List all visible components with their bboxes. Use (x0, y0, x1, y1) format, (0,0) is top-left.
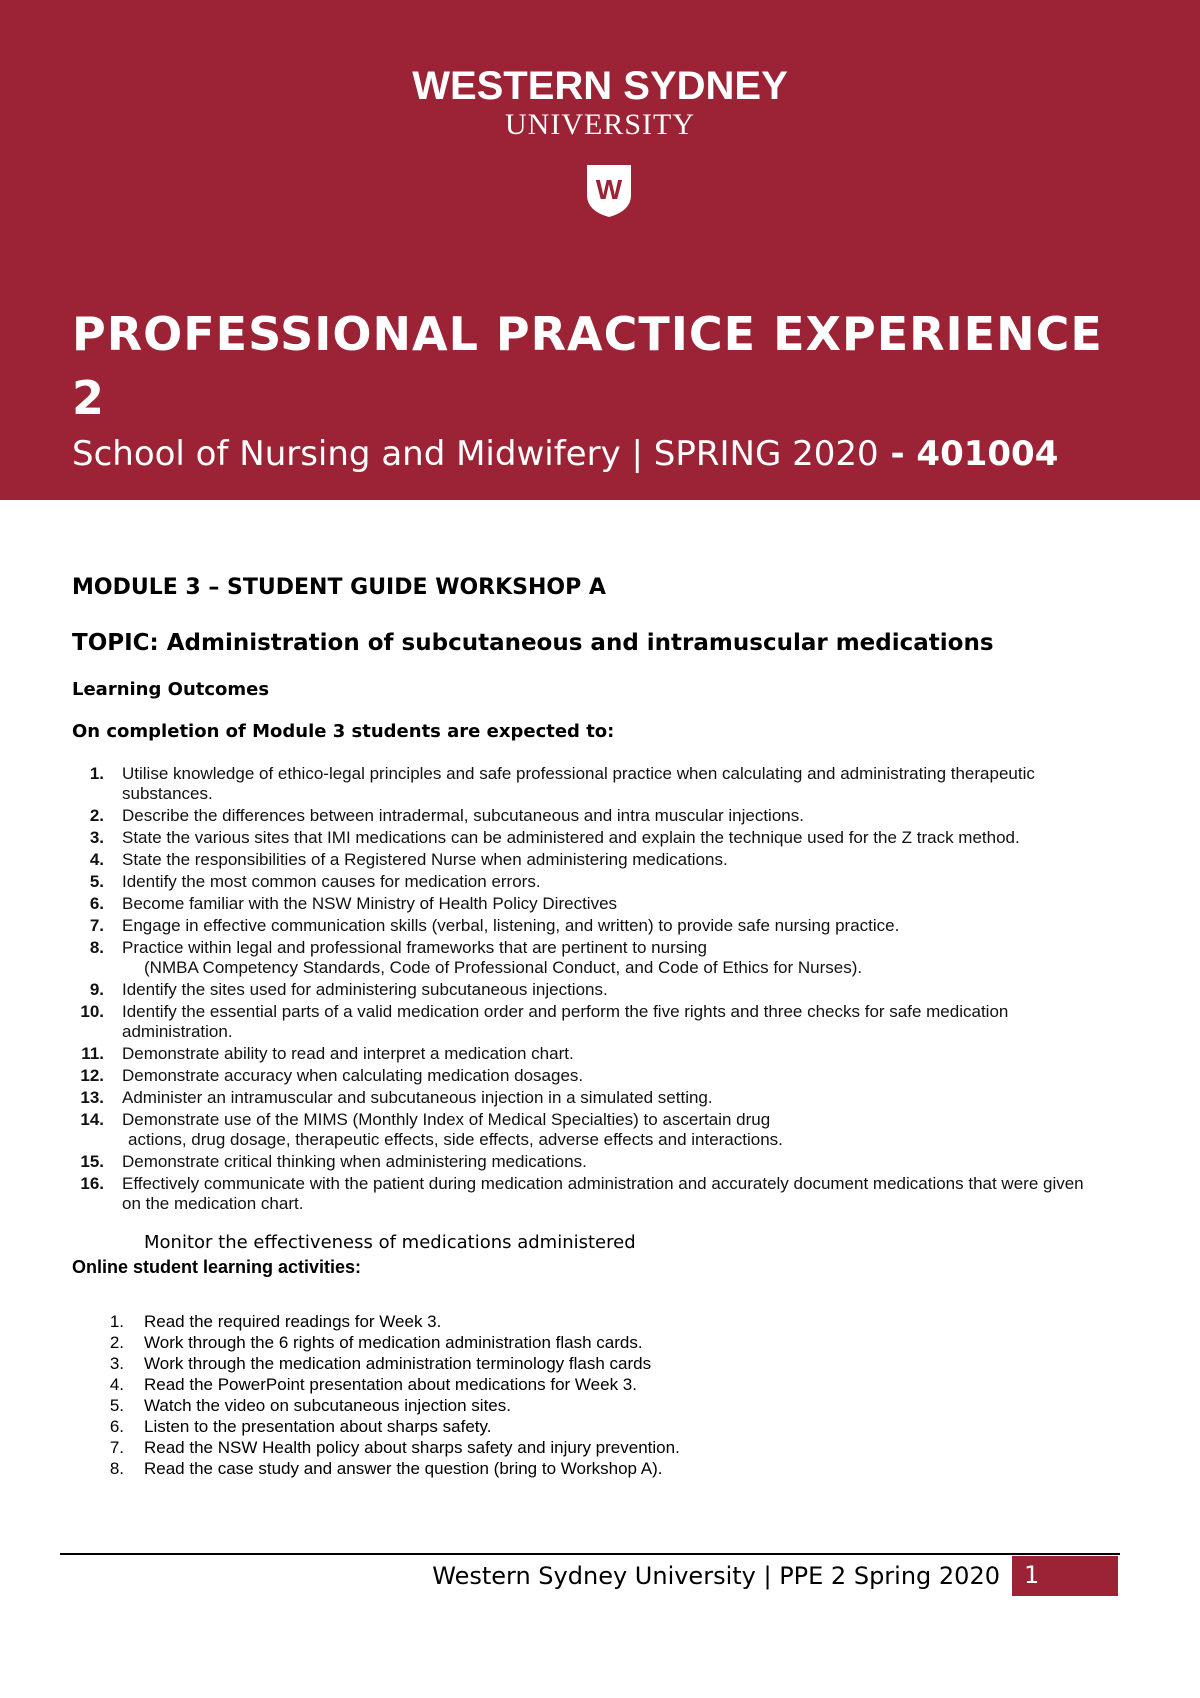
activity-number: 1. (109, 1312, 124, 1331)
outcome-item (0, 938, 1102, 978)
extra-outcome: Monitor the effectiveness of medications administered (144, 1232, 636, 1253)
outcome-text: Demonstrate use of the MIMS (Monthly Index of Medical Specialties) to ascertain drug (122, 1110, 771, 1129)
outcome-number: 9. (89, 980, 104, 999)
activity-item (0, 1437, 1200, 1458)
outcome-text: Demonstrate ability to read and interpret a medication chart. (122, 1044, 574, 1063)
outcome-text-continued: (NMBA Competency Standards, Code of Professional Conduct, and Code of Ethics for Nurses). (144, 958, 863, 977)
online-activities-heading: Online student learning activities: (72, 1257, 362, 1277)
outcome-item (0, 1174, 1102, 1214)
logo-line1: WESTERN SYDNEY (412, 64, 788, 108)
activity-item (0, 1311, 1200, 1332)
outcome-text: Practice within legal and professional frameworks that are pertinent to nursing (122, 938, 707, 957)
activity-number: 4. (109, 1375, 124, 1394)
outcome-number: 8. (89, 938, 104, 957)
outcome-item (0, 1002, 1102, 1042)
learning-outcomes-list (0, 764, 1200, 1216)
outcome-text: Describe the differences between intradermal, subcutaneous and intra muscular injections. (122, 806, 804, 825)
activity-text: Read the NSW Health policy about sharps safety and injury prevention. (144, 1438, 680, 1457)
outcome-number: 3. (89, 828, 104, 847)
outcome-item (0, 872, 1102, 892)
activity-text: Work through the 6 rights of medication administration flash cards. (144, 1333, 643, 1352)
outcome-item (0, 980, 1102, 1000)
outcome-item (0, 828, 1102, 848)
topic-heading: TOPIC: Administration of subcutaneous and intramuscular medications (72, 630, 994, 656)
online-activities-list (0, 1311, 1200, 1479)
page-title: PROFESSIONAL PRACTICE EXPERIENCE 2 (72, 307, 1103, 425)
outcome-text: State the various sites that IMI medications can be administered and explain the technique used for the Z track method. (122, 828, 1020, 847)
outcome-item (0, 916, 1102, 936)
university-logo (0, 62, 1200, 140)
outcome-item (0, 1066, 1102, 1086)
activity-number: 6. (109, 1417, 124, 1436)
activity-number: 5. (109, 1396, 124, 1415)
activity-text: Work through the medication administration terminology flash cards (144, 1354, 652, 1373)
footer-text: Western Sydney University | PPE 2 Spring 2020 (432, 1562, 1000, 1590)
activity-item (0, 1458, 1200, 1479)
activity-number: 8. (109, 1459, 124, 1478)
outcome-number: 4. (89, 850, 104, 869)
activity-text: Read the PowerPoint presentation about medications for Week 3. (144, 1375, 637, 1394)
outcome-number: 11. (81, 1044, 104, 1063)
activity-text: Listen to the presentation about sharps safety. (144, 1417, 492, 1436)
outcome-number: 6. (89, 894, 104, 913)
outcome-text: Effectively communicate with the patient during medication administration and accurately document medications that were given on the medication chart. (122, 1174, 1084, 1213)
outcome-item (0, 850, 1102, 870)
subtitle-code: - 401004 (878, 434, 1059, 474)
header-banner (0, 0, 1200, 500)
outcome-number: 7. (89, 916, 104, 935)
outcome-text: Utilise knowledge of ethico-legal principles and safe professional practice when calculating and administrating therapeutic substances. (122, 764, 1035, 803)
outcome-item (0, 806, 1102, 826)
outcome-text: Identify the sites used for administering subcutaneous injections. (122, 980, 608, 999)
outcome-item (0, 764, 1102, 804)
activity-item (0, 1416, 1200, 1437)
outcome-item (0, 1110, 1102, 1150)
outcome-text: Administer an intramuscular and subcutaneous injection in a simulated setting. (122, 1088, 713, 1107)
page-subtitle (72, 432, 1058, 476)
page-number-box (1012, 1556, 1118, 1596)
activity-number: 7. (109, 1438, 124, 1457)
outcome-number: 12. (80, 1066, 104, 1085)
outcome-item (0, 894, 1102, 914)
outcomes-intro: On completion of Module 3 students are expected to: (72, 721, 615, 742)
outcome-item (0, 1152, 1102, 1172)
outcome-text: Become familiar with the NSW Ministry of Health Policy Directives (122, 894, 618, 913)
outcome-number: 5. (89, 872, 104, 891)
subtitle-main: School of Nursing and Midwifery | SPRING 2020 (72, 434, 879, 474)
outcome-text: Demonstrate accuracy when calculating medication dosages. (122, 1066, 584, 1085)
activity-number: 3. (109, 1354, 124, 1373)
svg-text:W: W (595, 174, 623, 205)
outcome-number: 15. (80, 1152, 104, 1171)
learning-outcomes-heading: Learning Outcomes (72, 679, 270, 700)
outcome-number: 1. (89, 764, 104, 783)
activity-text: Read the case study and answer the question (bring to Workshop A). (144, 1459, 663, 1478)
outcome-number: 10. (80, 1002, 104, 1021)
page-number: 1 (1024, 1561, 1040, 1589)
outcome-number: 2. (89, 806, 104, 825)
outcome-text: Engage in effective communication skills (verbal, listening, and written) to provide safe nursing practice. (122, 916, 900, 935)
activity-text: Watch the video on subcutaneous injection sites. (144, 1396, 511, 1415)
outcome-text: State the responsibilities of a Registered Nurse when administering medications. (122, 850, 728, 869)
outcome-text: Identify the most common causes for medication errors. (122, 872, 541, 891)
footer-divider (60, 1553, 1120, 1555)
outcome-number: 16. (80, 1174, 104, 1193)
logo-line2: UNIVERSITY (505, 108, 695, 141)
activity-item (0, 1374, 1200, 1395)
outcome-item (0, 1088, 1102, 1108)
activity-item (0, 1395, 1200, 1416)
outcome-number: 14. (80, 1110, 104, 1129)
activity-text: Read the required readings for Week 3. (144, 1312, 442, 1331)
outcome-number: 13. (80, 1088, 104, 1107)
outcome-text: Identify the essential parts of a valid medication order and perform the five rights and three checks for safe medication administration. (122, 1002, 1009, 1041)
outcome-text: Demonstrate critical thinking when administering medications. (122, 1152, 587, 1171)
activity-number: 2. (109, 1333, 124, 1352)
activity-item (0, 1353, 1200, 1374)
outcome-text-continued: actions, drug dosage, therapeutic effects, side effects, adverse effects and interactions. (128, 1130, 783, 1149)
outcome-item (0, 1044, 1102, 1064)
module-heading: MODULE 3 – STUDENT GUIDE WORKSHOP A (72, 575, 606, 600)
activity-item (0, 1332, 1200, 1353)
crest-icon (585, 163, 633, 219)
